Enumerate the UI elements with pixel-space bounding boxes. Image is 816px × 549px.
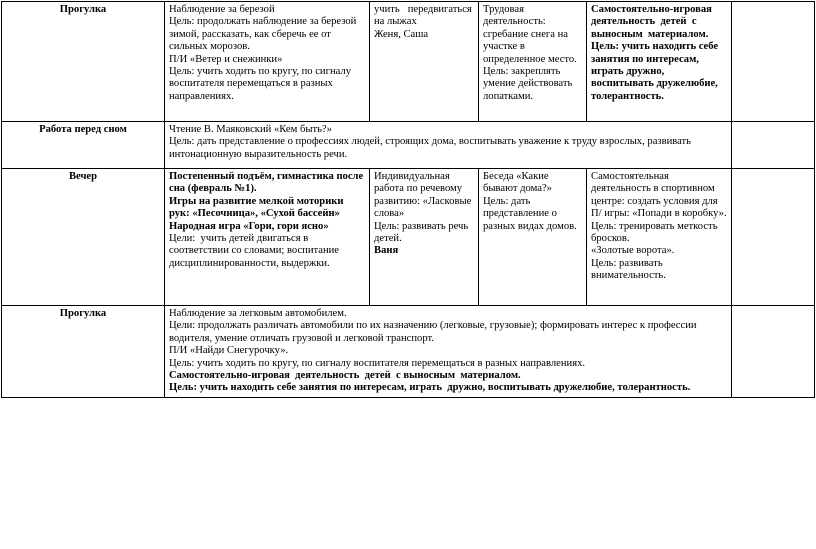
row-label: Прогулка [2, 2, 165, 122]
activity-line: учить передвигаться на лыжах [374, 4, 475, 28]
activity-line: Цель: развивать речь детей. [374, 220, 471, 245]
child-names: Женя, Саша [374, 28, 429, 40]
activity-line: Цели: учить детей двигаться в соответствии со словами; воспитание дисциплинированности, выдержки. [169, 233, 342, 269]
activity-line: Цель: продолжать наблюдение за березой зимой, рассказать, как сберечь ее от сильных морозов. [169, 16, 360, 53]
activity-line: Самостоятельно-игровая деятельность детей с выносным материалом. [169, 370, 521, 382]
activity-line: Наблюдение за березой [169, 4, 275, 15]
row-label: Работа перед сном [2, 122, 165, 169]
labor-cell [479, 2, 587, 122]
independent-play-cell [587, 169, 732, 306]
activity-line: Цели: продолжать различать автомобили по их назначению (легковые, грузовые); формировать интерес к профессии водителя, умение отличать грузовой и легковой транспорт. [169, 320, 700, 344]
activity-line: Цель: учить находить себе занятия по интересам, играть дружно, воспитывать дружелюбие, толерантность. [169, 382, 691, 394]
individual-work-cell [370, 2, 479, 122]
row-label: Вечер [2, 169, 165, 306]
row-label: Прогулка [2, 306, 165, 398]
child-names: Ваня [374, 245, 399, 257]
row-before-sleep [2, 122, 815, 169]
conversation-cell [479, 169, 587, 306]
empty-cell [732, 122, 815, 169]
activity-line: П/И «Ветер и снежинки» [169, 53, 283, 65]
activity-line: Трудовая деятельность: сгребание снега на участке в определенное место. [483, 4, 577, 65]
activity-line: Цель: дать представление о профессиях людей, строящих дома, воспитывать уважение к труду взрослых, развивать интонационную выразительность речи. [169, 136, 694, 160]
activity-line: Народная игра «Гори, гори ясно» [169, 220, 329, 232]
plan-table [1, 1, 815, 398]
activity-line: Индивидуальная работа по речевому развитию: «Ласковые слова» [374, 171, 474, 220]
row-evening [2, 169, 815, 306]
activity-line: Чтение В. Маяковский «Кем быть?» [169, 124, 332, 135]
activity-cell [165, 169, 370, 306]
activity-line: Беседа «Какие бывают дома?» [483, 171, 552, 195]
activity-line: Цель: развивать внимательность. [591, 257, 666, 282]
walk-activity-cell [165, 306, 732, 398]
activity-line: Наблюдение за легковым автомобилем. [169, 308, 347, 319]
empty-cell [732, 169, 815, 306]
row-walk-1 [2, 2, 815, 122]
activity-line: П/И «Найди Снегурочку». [169, 345, 289, 357]
reading-cell [165, 122, 732, 169]
activity-line: Игры на развитие мелкой моторики рук: «Песочница», «Сухой бассейн» [169, 195, 347, 220]
activity-line: Самостоятельная деятельность в спортивном центре: создать условия для П/ игры: «Попади в коробку». [591, 171, 727, 220]
row-walk-2 [2, 306, 815, 398]
activity-line: Цель: дать представление о разных видах домов. [483, 195, 577, 232]
activity-line: Цель: учить ходить по кругу, по сигналу воспитателя перемещаться в разных направлениях. [169, 357, 586, 369]
activity-line: Цель: учить находить себе занятия по интересам, играть дружно, воспитывать дружелюбие, толерантность. [591, 41, 721, 102]
activity-cell [165, 2, 370, 122]
independent-play-cell [587, 2, 732, 122]
activity-line: Цель: тренировать меткость бросков. [591, 220, 721, 245]
activity-line: Цель: закреплять умение действовать лопатками. [483, 66, 575, 102]
activity-line: Цель: учить ходить по кругу, по сигналу воспитателя перемещаться в разных направлениях. [169, 66, 354, 102]
empty-cell [732, 2, 815, 122]
activity-line: «Золотые ворота». [591, 245, 675, 257]
individual-work-cell [370, 169, 479, 306]
empty-cell [732, 306, 815, 398]
activity-line: Самостоятельно-игровая деятельность детей с выносным материалом. [591, 4, 715, 40]
activity-line: Постепенный подъём, гимнастика после сна (февраль №1). [169, 171, 366, 195]
